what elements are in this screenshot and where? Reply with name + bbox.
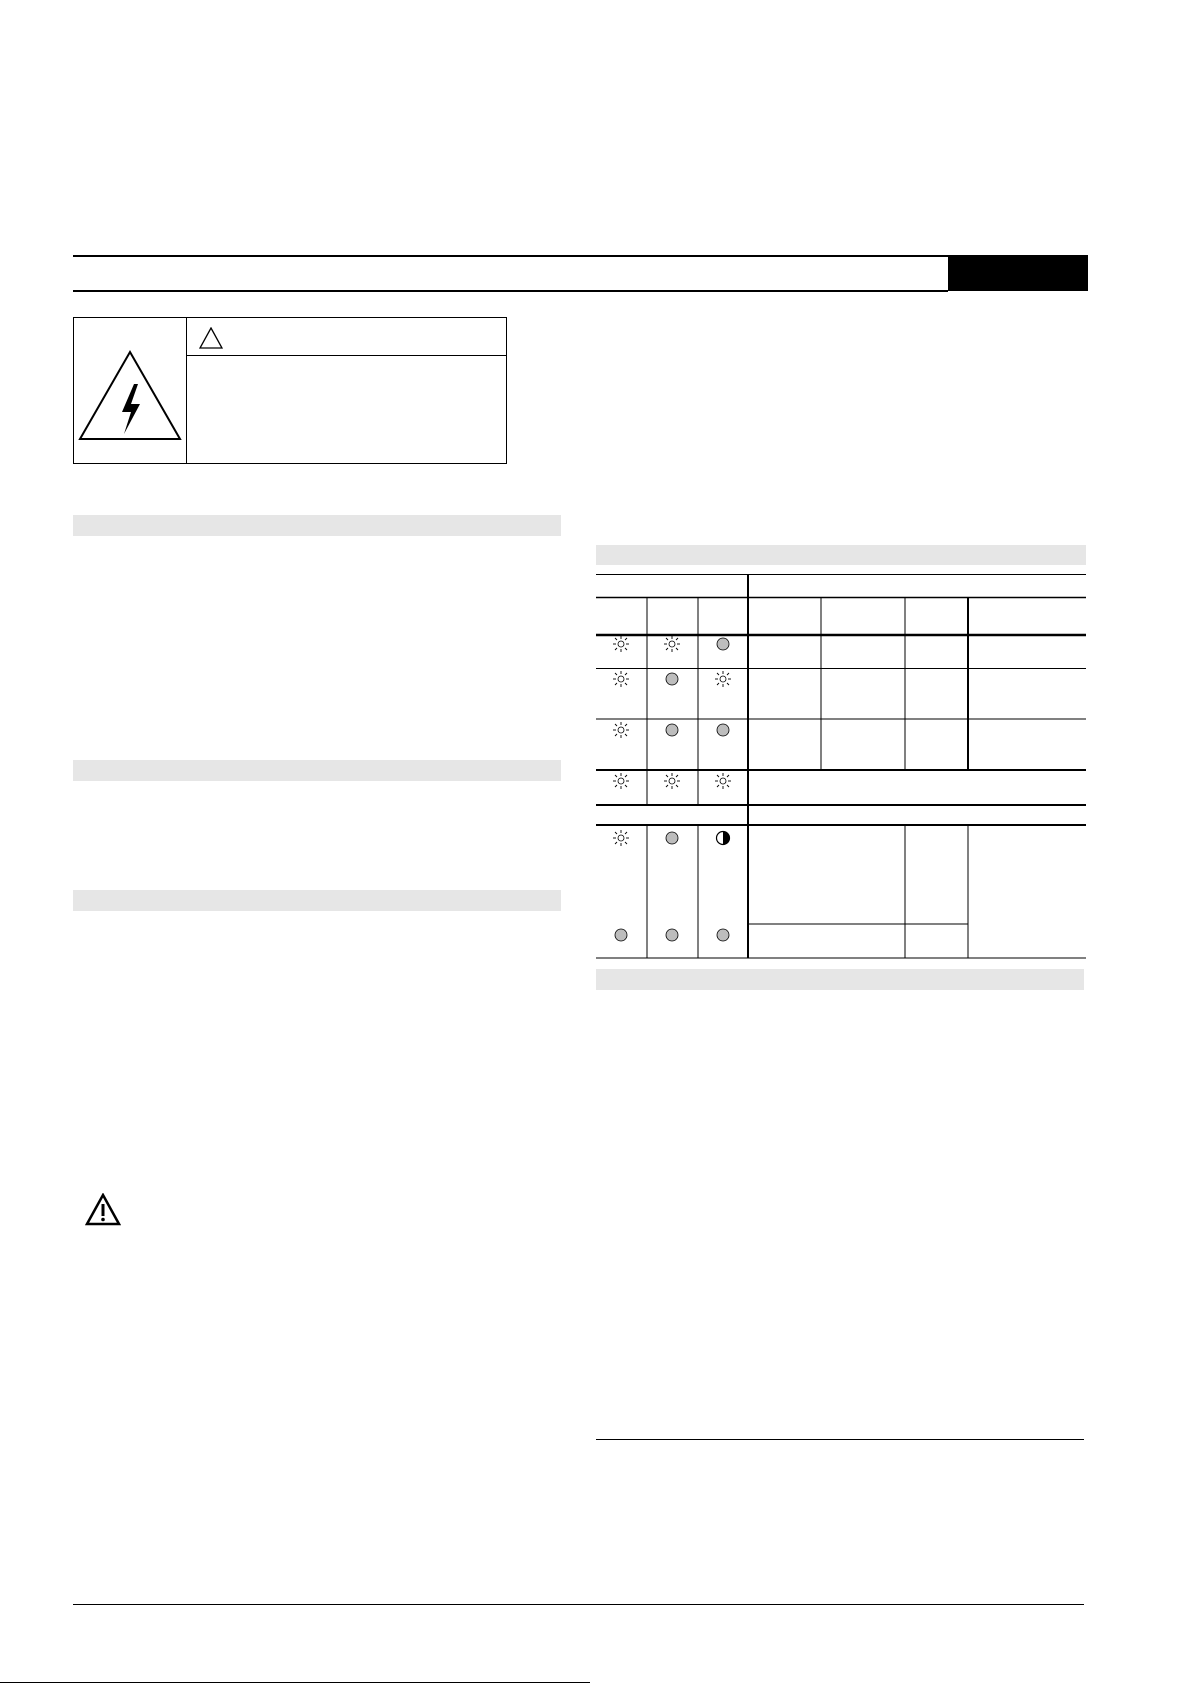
led-status-table xyxy=(596,574,1086,959)
led-blink-icon xyxy=(664,773,680,789)
led-off-icon xyxy=(664,671,680,687)
led-off-icon xyxy=(613,927,629,943)
led-blink-icon xyxy=(613,830,629,846)
led-blink-icon xyxy=(715,773,731,789)
led-half-icon xyxy=(715,830,731,846)
led-blink-icon xyxy=(613,636,629,652)
caution-icon xyxy=(85,1193,121,1227)
header-top-rule xyxy=(73,255,948,257)
led-off-icon xyxy=(715,927,731,943)
led-off-icon xyxy=(664,927,680,943)
footer-rule xyxy=(73,1604,1084,1605)
warning-icon-cell xyxy=(74,318,187,463)
led-blink-icon xyxy=(715,671,731,687)
header-bottom-rule xyxy=(73,290,948,292)
led-off-icon xyxy=(664,830,680,846)
led-off-icon xyxy=(715,636,731,652)
warning-box xyxy=(73,317,507,464)
led-blink-icon xyxy=(613,722,629,738)
section-bar-1 xyxy=(73,515,561,536)
led-blink-icon xyxy=(664,636,680,652)
caution-triangle-icon xyxy=(199,327,223,349)
footnote-rule xyxy=(596,1439,1084,1440)
section-bar-2 xyxy=(73,760,561,781)
section-bar-right xyxy=(596,969,1084,990)
led-blink-icon xyxy=(613,671,629,687)
bottom-edge-rule xyxy=(0,1682,590,1683)
led-blink-icon xyxy=(613,773,629,789)
led-off-icon xyxy=(664,722,680,738)
section-bar-3 xyxy=(73,890,561,911)
chapter-tab xyxy=(948,255,1088,291)
table-title-bar xyxy=(596,545,1086,565)
led-off-icon xyxy=(715,722,731,738)
high-voltage-icon xyxy=(74,318,187,462)
warning-heading-row xyxy=(187,318,506,356)
warning-body xyxy=(187,356,506,463)
